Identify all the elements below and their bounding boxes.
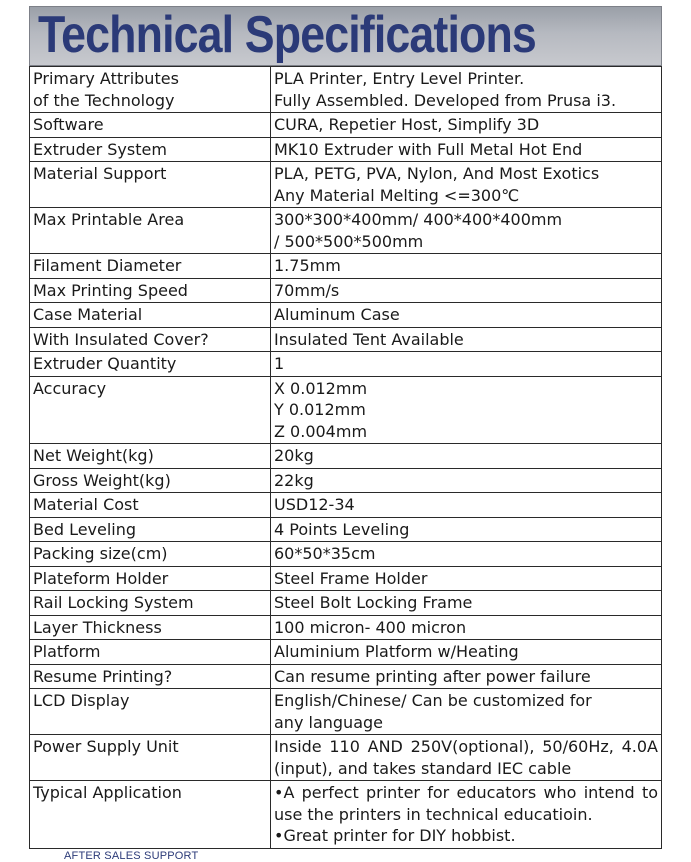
spec-label: Extruder Quantity <box>33 354 177 373</box>
footer-caption: AFTER SALES SUPPORT <box>64 850 199 862</box>
spec-value-cell <box>271 517 662 542</box>
spec-label: LCD Display <box>33 691 130 710</box>
spec-value-cell <box>271 615 662 640</box>
spec-row <box>30 208 662 254</box>
spec-label-cell <box>30 137 271 162</box>
spec-value-cell <box>271 376 662 444</box>
spec-label-cell <box>30 254 271 279</box>
spec-label: Filament Diameter <box>33 256 182 275</box>
spec-value: MK10 Extruder with Full Metal Hot End <box>274 139 583 159</box>
spec-value: Steel Bolt Locking Frame <box>274 593 473 612</box>
spec-value: •Great printer for DIY hobbist. <box>274 826 516 845</box>
spec-value: Z 0.004mm <box>274 421 368 441</box>
spec-label: Case Material <box>33 305 143 324</box>
spec-value-cell <box>271 591 662 616</box>
spec-label: Bed Leveling <box>33 519 137 539</box>
spec-label: Max Printing Speed <box>33 280 188 300</box>
spec-value-cell <box>271 493 662 518</box>
spec-value: Any Material Melting <=300℃ <box>274 185 520 205</box>
spec-label: Power Supply Unit <box>33 737 179 756</box>
spec-label: Accuracy <box>33 378 107 398</box>
spec-label-cell <box>30 566 271 591</box>
spec-label-cell <box>30 689 271 735</box>
spec-value-cell <box>271 162 662 208</box>
spec-label: Material Cost <box>33 495 139 514</box>
spec-label-cell <box>30 162 271 208</box>
spec-value: X 0.012mm <box>274 378 368 398</box>
spec-row <box>30 517 662 542</box>
spec-label-cell <box>30 781 271 849</box>
spec-value-cell <box>271 664 662 689</box>
spec-label: Typical Application <box>33 783 182 802</box>
spec-value: 4 Points Leveling <box>274 519 410 539</box>
spec-label-cell <box>30 444 271 469</box>
spec-value-cell <box>271 468 662 493</box>
spec-label-cell <box>30 542 271 567</box>
spec-value: any language <box>274 712 383 732</box>
spec-value: 1.75mm <box>274 256 341 275</box>
spec-value-cell <box>271 689 662 735</box>
spec-label: With Insulated Cover? <box>33 329 209 349</box>
spec-value: 100 micron- 400 micron <box>274 617 467 637</box>
spec-value: USD12-34 <box>274 495 355 514</box>
spec-label-cell <box>30 327 271 352</box>
spec-label-cell <box>30 493 271 518</box>
spec-label: Rail Locking System <box>33 593 194 612</box>
spec-row <box>30 591 662 616</box>
spec-value: 1 <box>274 354 285 373</box>
spec-value: 60*50*35cm <box>274 544 376 563</box>
spec-value: PLA Printer, Entry Level Printer. <box>274 69 525 88</box>
spec-value: 70mm/s <box>274 280 340 300</box>
spec-value: Aluminium Platform w/Heating <box>274 642 519 661</box>
spec-value: English/Chinese/ Can be customized for <box>274 691 592 710</box>
spec-value-cell <box>271 781 662 849</box>
spec-label: Packing size(cm) <box>33 544 168 563</box>
spec-label-cell <box>30 615 271 640</box>
spec-value: Aluminum Case <box>274 305 400 324</box>
spec-value-cell <box>271 566 662 591</box>
spec-row <box>30 542 662 567</box>
spec-row <box>30 67 662 113</box>
spec-value: Insulated Tent Available <box>274 329 464 349</box>
spec-value: Can resume printing after power failure <box>274 666 591 686</box>
spec-row <box>30 689 662 735</box>
spec-row <box>30 327 662 352</box>
spec-label: of the Technology <box>33 90 175 110</box>
spec-value: Fully Assembled. Developed from Prusa i3. <box>274 90 617 110</box>
spec-value: (input), and takes standard IEC cable <box>274 758 572 778</box>
spec-row <box>30 444 662 469</box>
spec-value-cell <box>271 444 662 469</box>
spec-row <box>30 278 662 303</box>
spec-row <box>30 781 662 849</box>
spec-value: Y 0.012mm <box>274 400 366 419</box>
spec-label-cell <box>30 517 271 542</box>
spec-label: Primary Attributes <box>33 69 179 88</box>
spec-label: Software <box>33 115 104 134</box>
spec-row <box>30 468 662 493</box>
spec-row <box>30 376 662 444</box>
spec-label: Gross Weight(kg) <box>33 470 171 490</box>
spec-table <box>29 66 662 849</box>
spec-label: Resume Printing? <box>33 666 173 686</box>
spec-label-cell <box>30 468 271 493</box>
spec-value-cell <box>271 352 662 377</box>
spec-label-cell <box>30 352 271 377</box>
spec-table-body <box>30 67 662 849</box>
spec-label-cell <box>30 278 271 303</box>
spec-row <box>30 254 662 279</box>
spec-label: Max Printable Area <box>33 210 185 229</box>
spec-row <box>30 493 662 518</box>
spec-value-cell <box>271 137 662 162</box>
spec-row <box>30 113 662 138</box>
spec-value-cell <box>271 254 662 279</box>
spec-label: Extruder System <box>33 139 167 159</box>
spec-value: use the printers in technical educatioin. <box>274 804 593 824</box>
spec-value-cell <box>271 278 662 303</box>
spec-row <box>30 664 662 689</box>
spec-row <box>30 566 662 591</box>
spec-row <box>30 303 662 328</box>
spec-value-cell <box>271 640 662 665</box>
spec-row <box>30 640 662 665</box>
spec-value: •A perfect printer for educators who intend to <box>274 783 658 802</box>
page-title: Technical Specifications <box>38 6 536 64</box>
spec-value: Steel Frame Holder <box>274 568 428 588</box>
spec-value: / 500*500*500mm <box>274 231 424 251</box>
spec-label-cell <box>30 208 271 254</box>
spec-value: PLA, PETG, PVA, Nylon, And Most Exotics <box>274 164 600 183</box>
spec-value: 300*300*400mm/ 400*400*400mm <box>274 210 563 229</box>
spec-label-cell <box>30 640 271 665</box>
spec-row <box>30 162 662 208</box>
spec-value: Inside 110 AND 250V(optional), 50/60Hz, 4.0A <box>274 737 658 756</box>
spec-row <box>30 735 662 781</box>
spec-label: Platform <box>33 642 101 661</box>
spec-label-cell <box>30 113 271 138</box>
spec-row <box>30 352 662 377</box>
spec-label-cell <box>30 735 271 781</box>
spec-value: CURA, Repetier Host, Simplify 3D <box>274 115 540 134</box>
spec-row <box>30 615 662 640</box>
spec-value-cell <box>271 208 662 254</box>
spec-label-cell <box>30 376 271 444</box>
spec-value-cell <box>271 113 662 138</box>
spec-value-cell <box>271 67 662 113</box>
spec-label: Plateform Holder <box>33 568 169 588</box>
spec-label: Net Weight(kg) <box>33 446 154 465</box>
spec-label-cell <box>30 303 271 328</box>
spec-label-cell <box>30 67 271 113</box>
spec-row <box>30 137 662 162</box>
spec-label: Material Support <box>33 164 167 183</box>
spec-label: Layer Thickness <box>33 617 162 637</box>
spec-value: 20kg <box>274 446 314 465</box>
title-banner <box>29 6 662 66</box>
spec-value-cell <box>271 303 662 328</box>
spec-value-cell <box>271 327 662 352</box>
spec-label-cell <box>30 664 271 689</box>
spec-value-cell <box>271 735 662 781</box>
spec-value-cell <box>271 542 662 567</box>
spec-label-cell <box>30 591 271 616</box>
spec-value: 22kg <box>274 470 314 490</box>
